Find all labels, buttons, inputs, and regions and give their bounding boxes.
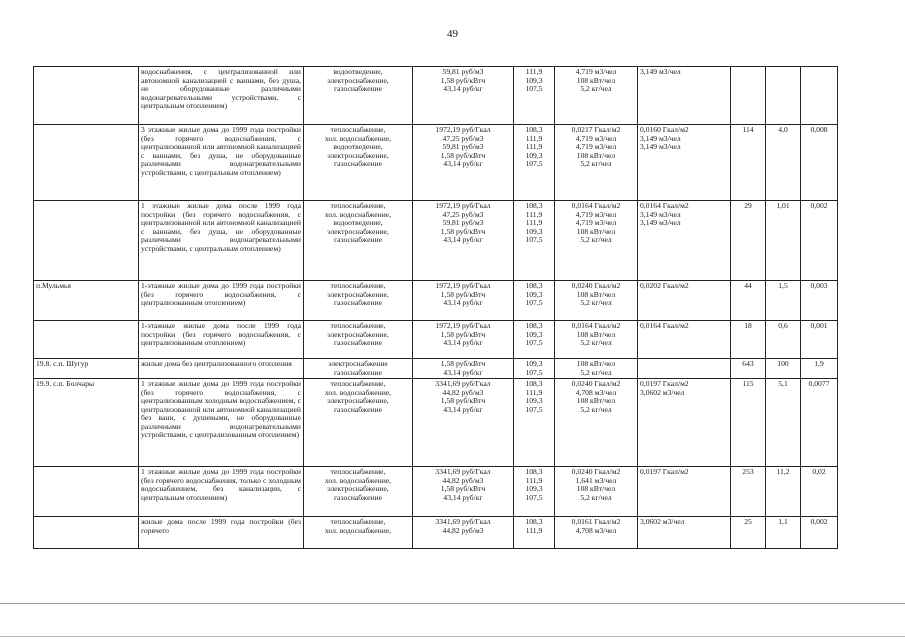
tariffs-cell	[413, 125, 514, 201]
cell-line: теплоснабжение,	[330, 379, 386, 388]
residents-count-cell: 115	[731, 379, 766, 467]
table-row	[34, 321, 838, 359]
municipality-cell	[34, 201, 139, 281]
cell-line: 1,58 руб/кВтч	[440, 396, 486, 405]
index-cell	[514, 281, 555, 321]
cell-line: 0,0164 Гкал/м2	[640, 201, 689, 210]
cell-line: 3341,69 руб/Гкал	[435, 517, 491, 526]
norms-cell	[555, 125, 638, 201]
table-row	[34, 467, 838, 517]
share-percent-cell: 5,1	[766, 379, 801, 467]
table-row	[34, 201, 838, 281]
tariff-table-body	[34, 67, 838, 549]
residents-count-cell: 643	[731, 359, 766, 379]
cell-line: 0,0240 Гкал/м2	[571, 281, 621, 290]
cell-line: 108 кВт/чел	[576, 150, 616, 160]
cell-line: 59,81 руб/м3	[442, 142, 484, 151]
cell-line: 4,719 м3/чел	[575, 133, 617, 143]
index-cell	[514, 201, 555, 281]
tariffs-cell	[413, 321, 514, 359]
services-cell	[304, 321, 413, 359]
cell-line: 5,2 кг/чел	[580, 404, 612, 414]
housing-category-cell: 1 этажные жилые дома до 1999 года постройки (без горячего водоснабжения, только с холодным водоснабжением, без канализации, с центральным отоплением)	[139, 467, 304, 517]
cell-line: 107,5	[525, 367, 543, 377]
cell-line: 3,0602 м3/чел	[640, 387, 685, 397]
cell-line: 44,82 руб/м3	[442, 525, 484, 535]
cell-line: 3,149 м3/чел	[640, 218, 681, 227]
cell-line: 0,0197 Гкал/м2	[640, 467, 689, 476]
table-row	[34, 517, 838, 549]
consumption-cell	[638, 125, 731, 201]
share-fraction-cell: 0,003	[801, 281, 838, 321]
cell-line: 109,3	[525, 396, 543, 405]
share-percent-cell: 11,2	[766, 467, 801, 517]
cell-line: 1972,19 руб/Гкал	[435, 201, 491, 210]
residents-count-cell: 29	[731, 201, 766, 281]
cell-line: 111,9	[525, 67, 543, 76]
cell-line: 4,719 м3/чел	[575, 67, 617, 76]
norms-cell	[555, 359, 638, 379]
index-cell	[514, 125, 555, 201]
tariffs-cell	[413, 359, 514, 379]
cell-line: 1,58 руб/кВтч	[440, 359, 486, 368]
cell-line: 1,58 руб/кВтч	[440, 150, 486, 160]
cell-line: электроснабжение,	[327, 396, 389, 405]
cell-line: 108,3	[525, 379, 543, 388]
cell-line: 47,25 руб/м3	[442, 209, 484, 219]
cell-line: 108,3	[525, 125, 543, 134]
housing-category-cell: 1 этажные жилые дома после 1999 года постройки (без горячего водоснабжения, с централизованной или автономной канализацией с ваннами, без душа, не оборудованные различными водонагревательными устройствами, с центральным отоплением)	[139, 201, 304, 281]
cell-line: 111,9	[525, 133, 543, 143]
residents-count-cell: 253	[731, 467, 766, 517]
cell-line: электроснабжение	[328, 359, 388, 368]
cell-line: 43,14 руб/кг	[443, 298, 483, 307]
cell-line: теплоснабжение,	[330, 467, 386, 476]
cell-line: водоотведение,	[333, 218, 383, 227]
cell-line: 3,0602 м3/чел	[640, 517, 685, 526]
cell-line: 107,5	[525, 235, 543, 244]
municipality-cell	[34, 321, 139, 359]
share-percent-cell: 1,01	[766, 201, 801, 281]
cell-line: 4,708 м3/чел	[575, 387, 617, 397]
cell-line: 4,719 м3/чел	[575, 209, 617, 219]
cell-line: 1972,19 руб/Гкал	[435, 281, 491, 290]
tariffs-cell	[413, 379, 514, 467]
table-row	[34, 359, 838, 379]
cell-line: 107,5	[525, 159, 543, 168]
municipality-cell	[34, 125, 139, 201]
cell-line: 111,9	[525, 218, 543, 227]
table-row	[34, 67, 838, 125]
consumption-cell	[638, 281, 731, 321]
cell-line: 59,81 руб/м3	[442, 218, 484, 227]
cell-line: газоснабжение	[334, 159, 382, 168]
cell-line: 109,3	[525, 75, 543, 85]
cell-line: 5,2 кг/чел	[580, 367, 612, 377]
cell-line: электроснабжение,	[327, 150, 389, 160]
cell-line: 0,0217 Гкал/м2	[571, 125, 621, 134]
cell-line: 108 кВт/чел	[576, 75, 616, 85]
cell-line: хол. водоснабжение,	[324, 525, 392, 535]
share-percent-cell: 0,6	[766, 321, 801, 359]
cell-line: 47,25 руб/м3	[442, 133, 484, 143]
cell-line: 107,5	[525, 492, 543, 502]
cell-line: электроснабжение,	[327, 484, 389, 493]
tariffs-cell	[413, 281, 514, 321]
services-cell	[304, 379, 413, 467]
cell-line: 3,149 м3/чел	[640, 67, 681, 76]
cell-line: 4,708 м3/чел	[575, 525, 617, 535]
cell-line: 1972,19 руб/Гкал	[435, 321, 491, 330]
consumption-cell	[638, 467, 731, 517]
cell-line: 4,719 м3/чел	[575, 218, 617, 227]
norms-cell	[555, 321, 638, 359]
cell-line: 3,149 м3/чел	[640, 209, 681, 219]
housing-category-cell: 1-этажные жилые дома после 1999 года постройки (без горячего водоснабжения, с централизованным отоплением)	[139, 321, 304, 359]
cell-line: 108 кВт/чел	[576, 359, 616, 368]
norms-cell	[555, 201, 638, 281]
norms-cell	[555, 281, 638, 321]
cell-line: 0,0164 Гкал/м2	[571, 201, 621, 210]
cell-line: 43,14 руб/кг	[443, 235, 483, 244]
cell-line: 1,58 руб/кВтч	[440, 329, 486, 339]
cell-line: 3,149 м3/чел	[640, 133, 681, 143]
cell-line: 44,82 руб/м3	[442, 475, 484, 485]
consumption-cell	[638, 321, 731, 359]
cell-line: 43,14 руб/кг	[443, 367, 483, 377]
cell-line: 108 кВт/чел	[576, 396, 616, 405]
cell-line: теплоснабжение,	[330, 517, 386, 526]
share-fraction-cell: 0,0077	[801, 379, 838, 467]
tariff-table	[33, 66, 838, 549]
cell-line: 108,3	[525, 467, 543, 476]
index-cell	[514, 517, 555, 549]
cell-line: 1972,19 руб/Гкал	[435, 125, 491, 134]
services-cell	[304, 517, 413, 549]
cell-line: 108 кВт/чел	[576, 484, 616, 493]
tariffs-cell	[413, 67, 514, 125]
scan-edge-line	[0, 636, 905, 637]
cell-line: 1,58 руб/кВтч	[440, 484, 486, 493]
share-fraction-cell: 0,002	[801, 517, 838, 549]
cell-line: 43,14 руб/кг	[443, 84, 483, 93]
cell-line: 59,81 руб/м3	[442, 67, 484, 76]
cell-line: 3341,69 руб/Гкал	[435, 379, 491, 388]
cell-line: газоснабжение	[334, 298, 382, 307]
cell-line: 111,9	[525, 209, 543, 219]
cell-line: 1,58 руб/кВтч	[440, 75, 486, 85]
municipality-cell	[34, 517, 139, 549]
cell-line: 109,3	[525, 226, 543, 236]
cell-line: газоснабжение	[334, 235, 382, 244]
cell-line: 5,2 кг/чел	[580, 235, 612, 244]
housing-category-cell: 3 этажные жилые дома до 1999 года постройки (без горячего водоснабжения, с централизованной или автономной канализацией с ваннами, без душа, не оборудованные различными водонагревательными устройствами, с центральным отоплением)	[139, 125, 304, 201]
cell-line: 3341,69 руб/Гкал	[435, 467, 491, 476]
cell-line: 0,0240 Гкал/м2	[571, 379, 621, 388]
cell-line: теплоснабжение,	[330, 281, 386, 290]
residents-count-cell: 114	[731, 125, 766, 201]
tariffs-cell	[413, 467, 514, 517]
cell-line: газоснабжение	[334, 338, 382, 347]
cell-line: 43,14 руб/кг	[443, 159, 483, 168]
cell-line: 43,14 руб/кг	[443, 338, 483, 347]
cell-line: 108 кВт/чел	[576, 289, 616, 299]
cell-line: газоснабжение	[334, 367, 382, 377]
index-cell	[514, 467, 555, 517]
consumption-cell	[638, 201, 731, 281]
cell-line: 5,2 кг/чел	[580, 338, 612, 347]
residents-count-cell: 25	[731, 517, 766, 549]
cell-line: 0,0202 Гкал/м2	[640, 281, 689, 290]
cell-line: водоотведение,	[333, 67, 383, 76]
norms-cell	[555, 467, 638, 517]
norms-cell	[555, 67, 638, 125]
cell-line: электроснабжение,	[327, 75, 389, 85]
cell-line: 109,3	[525, 359, 543, 368]
cell-line: теплоснабжение,	[330, 201, 386, 210]
cell-line: электроснабжение,	[327, 226, 389, 236]
cell-line: 43,14 руб/кг	[443, 492, 483, 502]
share-percent-cell: 1,1	[766, 517, 801, 549]
cell-line: 108,3	[525, 281, 543, 290]
cell-line: электроснабжение,	[327, 329, 389, 339]
cell-line: 109,3	[525, 150, 543, 160]
share-percent-cell: 100	[766, 359, 801, 379]
norms-cell	[555, 379, 638, 467]
norms-cell	[555, 517, 638, 549]
municipality-cell	[34, 67, 139, 125]
cell-line: 107,5	[525, 404, 543, 414]
consumption-cell	[638, 359, 731, 379]
cell-line: хол. водоснабжение,	[324, 133, 392, 143]
index-cell	[514, 67, 555, 125]
cell-line: 5,2 кг/чел	[580, 492, 612, 502]
table-row	[34, 281, 838, 321]
housing-category-cell: жилые дома после 1999 года постройки (без горячего	[139, 517, 304, 549]
services-cell	[304, 281, 413, 321]
index-cell	[514, 359, 555, 379]
housing-category-cell: 1-этажные жилые дома до 1999 года постройки (без горячего водоснабжения, с централизованным отоплением)	[139, 281, 304, 321]
cell-line: 111,9	[525, 525, 543, 535]
services-cell	[304, 125, 413, 201]
tariffs-cell	[413, 517, 514, 549]
cell-line: 108 кВт/чел	[576, 329, 616, 339]
cell-line: 109,3	[525, 289, 543, 299]
cell-line: 4,719 м3/чел	[575, 142, 617, 151]
residents-count-cell	[731, 67, 766, 125]
cell-line: 5,2 кг/чел	[580, 298, 612, 307]
cell-line: 1,58 руб/кВтч	[440, 289, 486, 299]
cell-line: 43,14 руб/кг	[443, 404, 483, 414]
cell-line: 0,0160 Гкал/м2	[640, 125, 689, 134]
tariffs-cell	[413, 201, 514, 281]
cell-line: 111,9	[525, 387, 543, 397]
cell-line: 0,0197 Гкал/м2	[640, 379, 689, 388]
cell-line: 0,0164 Гкал/м2	[640, 321, 689, 330]
cell-line: газоснабжение	[334, 404, 382, 414]
index-cell	[514, 321, 555, 359]
cell-line: электроснабжение,	[327, 289, 389, 299]
cell-line: газоснабжение	[334, 84, 382, 93]
cell-line: 108 кВт/чел	[576, 226, 616, 236]
cell-line: 0,0164 Гкал/м2	[571, 321, 621, 330]
cell-line: 5,2 кг/чел	[580, 84, 612, 93]
municipality-cell: 19.9. с.п. Болчары	[34, 379, 139, 467]
table-row	[34, 125, 838, 201]
table-row	[34, 379, 838, 467]
municipality-cell: 19.8. с.п. Шугур	[34, 359, 139, 379]
cell-line: хол. водоснабжение,	[324, 387, 392, 397]
cell-line: хол. водоснабжение,	[324, 475, 392, 485]
consumption-cell	[638, 517, 731, 549]
consumption-cell	[638, 379, 731, 467]
services-cell	[304, 67, 413, 125]
share-percent-cell: 1,5	[766, 281, 801, 321]
cell-line: 1,58 руб/кВтч	[440, 226, 486, 236]
cell-line: 107,5	[525, 298, 543, 307]
cell-line: 0,0161 Гкал/м2	[571, 517, 621, 526]
cell-line: 107,5	[525, 84, 543, 93]
cell-line: 1,641 м3/чел	[575, 475, 617, 485]
cell-line: 111,9	[525, 475, 543, 485]
municipality-cell: п.Мульмья	[34, 281, 139, 321]
consumption-cell	[638, 67, 731, 125]
share-fraction-cell: 1,9	[801, 359, 838, 379]
housing-category-cell: водоснабжения, с централизованной или автономной канализацией с ваннами, без душа, не оборудованные различными водонагревательными устройствами, с центральным отоплением)	[139, 67, 304, 125]
cell-line: 109,3	[525, 484, 543, 493]
cell-line: теплоснабжение,	[330, 321, 386, 330]
municipality-cell	[34, 467, 139, 517]
services-cell	[304, 359, 413, 379]
share-fraction-cell: 0,02	[801, 467, 838, 517]
housing-category-cell: 1 этажные жилые дома до 1999 года постройки (без горячего водоснабжения, с централизованным холодным водоснабжением, с централизованной или автономной канализацией без ванн, с душевыми, не оборудованные различными водонагревательными устройствами, с централизованным отоплением)	[139, 379, 304, 467]
residents-count-cell: 18	[731, 321, 766, 359]
cell-line: 111,9	[525, 142, 543, 151]
cell-line: хол. водоснабжение,	[324, 209, 392, 219]
share-fraction-cell: 0,001	[801, 321, 838, 359]
services-cell	[304, 201, 413, 281]
cell-line: 108,3	[525, 201, 543, 210]
cell-line: 3,149 м3/чел	[640, 142, 681, 151]
share-fraction-cell	[801, 67, 838, 125]
share-percent-cell	[766, 67, 801, 125]
page-number: 49	[447, 28, 458, 40]
cell-line: 0,0240 Гкал/м2	[571, 467, 621, 476]
index-cell	[514, 379, 555, 467]
cell-line: 107,5	[525, 338, 543, 347]
cell-line: водоотведение,	[333, 142, 383, 151]
scan-edge-line	[0, 603, 905, 604]
residents-count-cell: 44	[731, 281, 766, 321]
share-fraction-cell: 0,002	[801, 201, 838, 281]
cell-line: 108,3	[525, 517, 543, 526]
share-percent-cell: 4,0	[766, 125, 801, 201]
services-cell	[304, 467, 413, 517]
cell-line: теплоснабжение,	[330, 125, 386, 134]
cell-line: 108,3	[525, 321, 543, 330]
cell-line: 44,82 руб/м3	[442, 387, 484, 397]
cell-line: 109,3	[525, 329, 543, 339]
housing-category-cell: жилые дома без централизованного отопления	[139, 359, 304, 379]
share-fraction-cell: 0,008	[801, 125, 838, 201]
cell-line: газоснабжение	[334, 492, 382, 502]
cell-line: 5,2 кг/чел	[580, 159, 612, 168]
